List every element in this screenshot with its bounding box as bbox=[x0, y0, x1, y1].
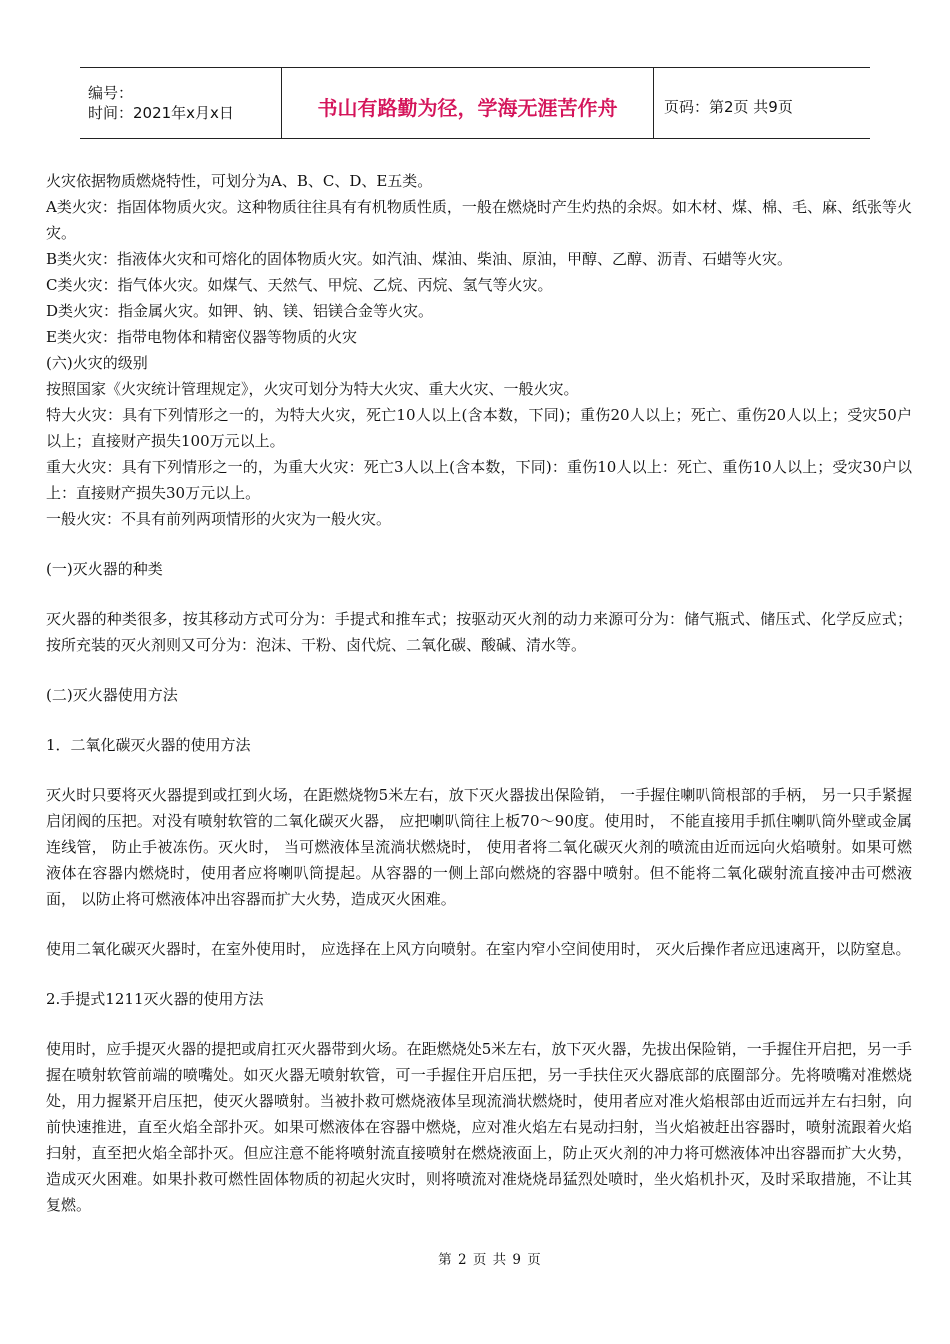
section-heading-extinguisher-types: (一)灭火器的种类 bbox=[46, 560, 163, 578]
section-heading-fire-levels: (六)火灾的级别 bbox=[46, 354, 148, 372]
paragraph-class-b: B类火灾：指液体火灾和可熔化的固体物质火灾。如汽油、煤油、柴油、原油，甲醇、乙醇、沥青、石蜡等火灾。 bbox=[46, 250, 793, 268]
doc-date-label: 时间：2021年x月x日 bbox=[88, 104, 234, 122]
paragraph-class-d: D类火灾：指金属火灾。如钾、钠、镁、铝镁合金等火灾。 bbox=[46, 302, 434, 320]
paragraph-class-a: A类火灾：指固体物质火灾。这种物质往往具有有机物质性质，一般在燃烧时产生灼热的余烬。如木材、煤、棉、毛、麻、纸张等火灾。 bbox=[46, 198, 912, 242]
paragraph-fire-levels-intro: 按照国家《火灾统计管理规定》，火灾可划分为特大火灾、重大火灾、一般火灾。 bbox=[46, 380, 579, 398]
subheading-1211-usage: 2.手提式1211灭火器的使用方法 bbox=[46, 990, 264, 1008]
paragraph-extra-large-fire: 特大火灾：具有下列情形之一的，为特大火灾，死亡10人以上(含本数，下同)；重伤20人以上；死亡、重伤20人以上；受灾50户以上；直接财产损失100万元以上。 bbox=[46, 406, 912, 450]
document-body bbox=[46, 168, 912, 1218]
paragraph-co2-usage: 灭火时只要将灭火器提到或扛到火场，在距燃烧物5米左右，放下灭火器拔出保险销， 一手握住喇叭筒根部的手柄， 另一只手紧握启闭阀的压把。对没有喷射软管的二氧化碳灭火器， 应把喇叭筒往上板70～90度。使用时， 不能直接用手抓住喇叭筒外壁或金属连线管， 防止手被冻伤。灭火时， 当可燃液体呈流淌状燃烧时， 使用者将二氧化碳灭火剂的喷流由近而远向火焰喷射。如果可燃液体在容器内燃烧时，使用者应将喇叭筒提起。从容器的一侧上部向燃烧的容器中喷射。但不能将二氧化碳射流直接冲击可燃液面， 以防止将可燃液体冲出容器而扩大火势，造成灭火困难。 bbox=[46, 786, 912, 908]
paragraph-major-fire: 重大火灾：具有下列情形之一的，为重大火灾：死亡3人以上(含本数，下同)：重伤10人以上：死亡、重伤10人以上；受灾30户以上：直接财产损失30万元以上。 bbox=[46, 458, 912, 502]
subheading-co2-usage: 1．二氧化碳灭火器的使用方法 bbox=[46, 736, 251, 754]
header-page-number: 页码：第2页 共9页 bbox=[664, 97, 793, 116]
paragraph-general-fire: 一般火灾：不具有前列两项情形的火灾为一般火灾。 bbox=[46, 510, 392, 528]
page-header bbox=[80, 67, 870, 139]
paragraph-intro: 火灾依据物质燃烧特性，可划分为A、B、C、D、E五类。 bbox=[46, 172, 433, 190]
paragraph-class-c: C类火灾：指气体火灾。如煤气、天然气、甲烷、乙烷、丙烷、氢气等火灾。 bbox=[46, 276, 553, 294]
paragraph-co2-caution: 使用二氧化碳灭火器时，在室外使用时， 应选择在上风方向喷射。在室内窄小空间使用时， 灭火后操作者应迅速离开，以防窒息。 bbox=[46, 940, 911, 958]
header-meta bbox=[80, 68, 282, 138]
doc-number-label: 编号： bbox=[88, 84, 134, 102]
header-motto: 书山有路勤为径，学海无涯苦作舟 bbox=[282, 68, 654, 138]
section-heading-extinguisher-usage: (二)灭火器使用方法 bbox=[46, 686, 178, 704]
paragraph-class-e: E类火灾：指带电物体和精密仪器等物质的火灾 bbox=[46, 328, 357, 346]
paragraph-1211-usage: 使用时，应手提灭火器的提把或肩扛灭火器带到火场。在距燃烧处5米左右，放下灭火器，先拔出保险销，一手握住开启把，另一手握在喷射软管前端的喷嘴处。如灭火器无喷射软管，可一手握住开启压把，另一手扶住灭火器底部的底圈部分。先将喷嘴对准燃烧处，用力握紧开启压把，使灭火器喷射。当被扑救可燃烧液体呈现流淌状燃烧时，使用者应对准火焰根部由近而远并左右扫射，向前快速推进，直至火焰全部扑灭。如果可燃液体在容器中燃烧，应对准火焰左右晃动扫射，当火焰被赶出容器时，喷射流跟着火焰扫射，直至把火焰全部扑灭。但应注意不能将喷射流直接喷射在燃烧液面上，防止灭火剂的冲力将可燃液体冲出容器而扩大火势，造成灭火困难。如果扑救可燃性固体物质的初起火灾时，则将喷流对准烧烧昂猛烈处喷时，坐火焰机扑灭，及时采取措施，不让其复燃。 bbox=[46, 1040, 912, 1214]
paragraph-extinguisher-types: 灭火器的种类很多，按其移动方式可分为：手提式和推车式；按驱动灭火剂的动力来源可分为：储气瓶式、储压式、化学反应式；按所充装的灭火剂则又可分为：泡沫、干粉、卤代烷、二氧化碳、酸碱、清水等。 bbox=[46, 610, 912, 654]
page-footer: 第 2 页 共 9 页 bbox=[438, 1252, 542, 1268]
